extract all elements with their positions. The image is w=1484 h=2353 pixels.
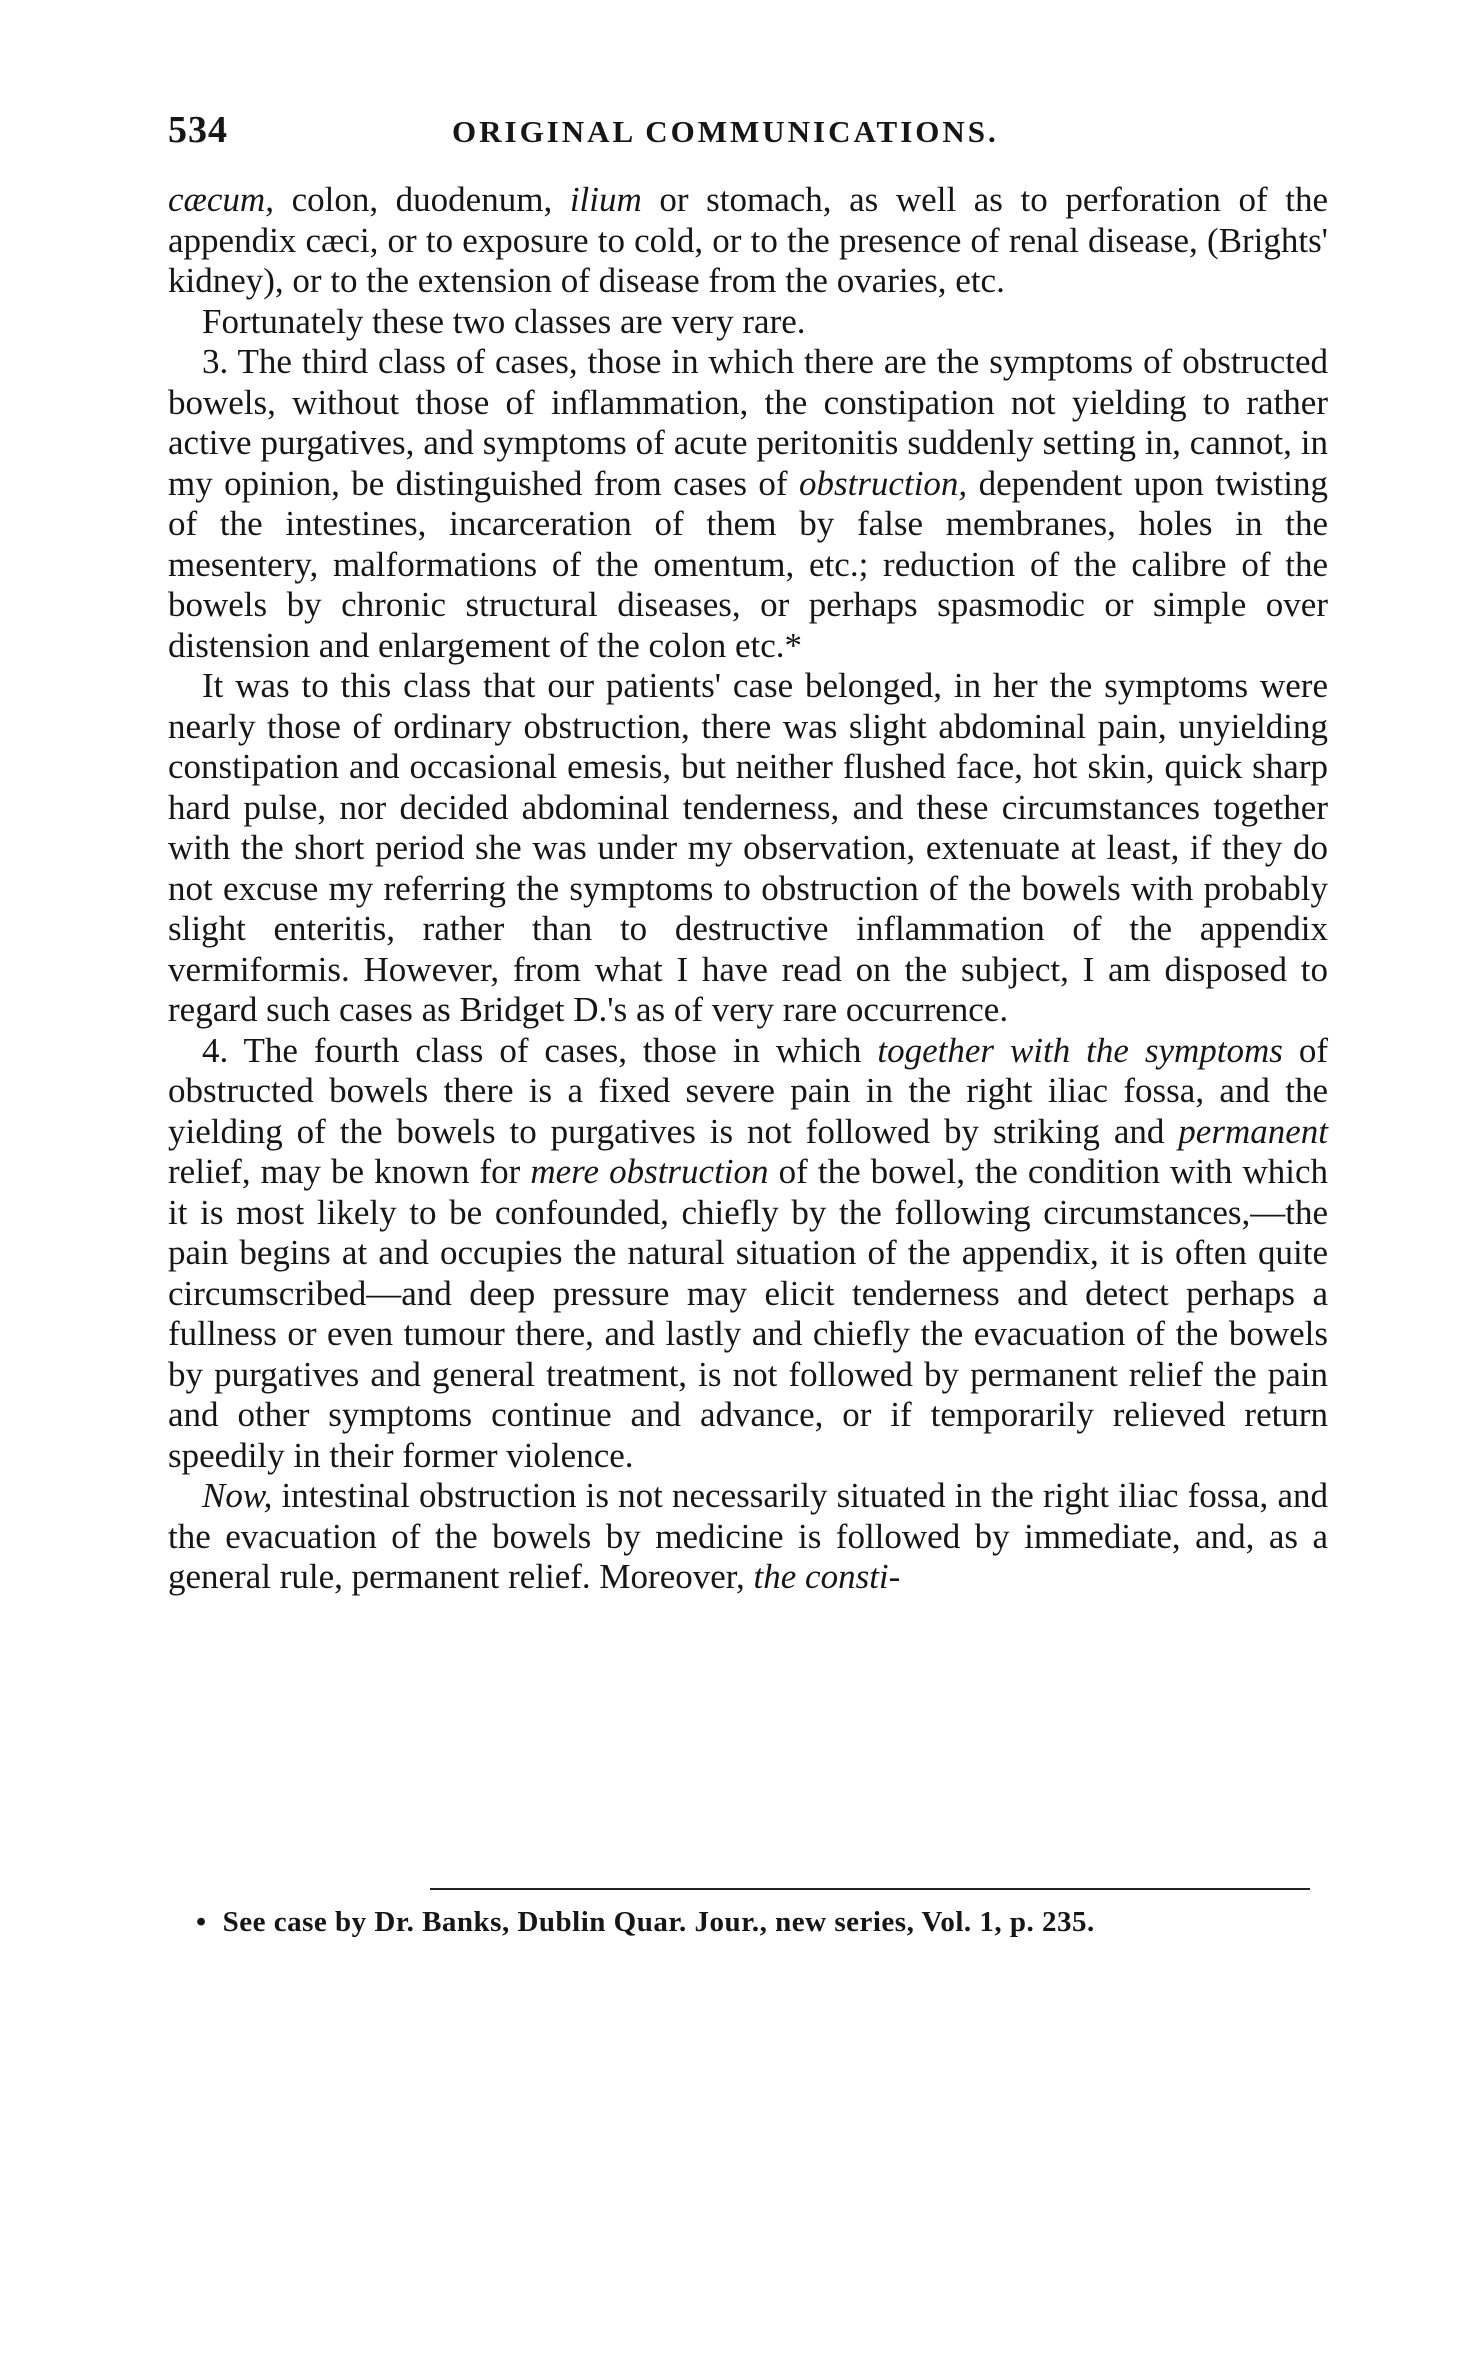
footnote bbox=[196, 1904, 1326, 1940]
paragraph bbox=[168, 180, 1328, 302]
page-header bbox=[168, 108, 1328, 158]
text-italic: ilium bbox=[569, 180, 642, 219]
text: It was to this class that our patients' case belonged, in her the symptoms were nearly those of ordinary obstruction, there was slight abdominal pain, unyielding constipation and occasional emesis, but neither flushed face, hot skin, quick sharp hard pulse, nor decided abdominal tenderness, and these circumstances together with the short period she was under my observation, extenuate at least, if they do not excuse my referring the symptoms to obstruction of the bowels with probably slight enteritis, rather than to destructive inflammation of the appendix vermiformis. However, from what I have read on the subject, I am disposed to regard such cases as Bridget D.'s as of very rare occurrence. bbox=[168, 666, 1328, 1029]
paragraph bbox=[168, 1476, 1328, 1598]
text: or stomach, as well as to perforation of the appendix cæci, or to exposure to cold, or to the presence of renal disease, (Brights' kidney), or to the extension of disease from the ovaries, etc. bbox=[168, 180, 1328, 300]
body-text bbox=[168, 180, 1328, 1598]
text: 3. The third class of cases, those in which there are the symptoms of obstructed bowels, without those of inflammation, the constipation not yielding to rather active purgatives, and symptoms of acute peritonitis suddenly setting in, cannot, in my opinion, be distinguished from cases of bbox=[168, 342, 1328, 503]
text: Fortunately these two classes are very rare. bbox=[202, 301, 806, 341]
paragraph bbox=[168, 302, 1328, 343]
running-head: ORIGINAL COMMUNICATIONS. bbox=[452, 114, 999, 149]
page-number: 534 bbox=[168, 109, 228, 151]
footnote-text: See case by Dr. Banks, Dublin Quar. Jour., new series, Vol. 1, p. 235. bbox=[222, 1906, 1095, 1938]
paragraph bbox=[168, 666, 1328, 1031]
text-italic: cæcum, bbox=[168, 180, 274, 219]
text-italic: permanent bbox=[1178, 1111, 1328, 1151]
text: 4. The fourth class of cases, those in which bbox=[202, 1030, 878, 1070]
text: colon, duodenum, bbox=[273, 180, 570, 219]
text: dependent upon twisting of the intestines, incarceration of them by false membranes, holes in the mesentery, malformations of the omentum, etc.; reduction of the calibre of the bowels by chronic structural diseases, or perhaps spasmodic or simple over distension and enlargement of the colon etc.* bbox=[168, 463, 1328, 665]
footnote-rule bbox=[430, 1888, 1310, 1890]
text: intestinal obstruction is not necessarily situated in the right iliac fossa, and the evacuation of the bowels by medicine is followed by immediate, and, as a general rule, permanent relief. Moreover, bbox=[168, 1476, 1328, 1596]
paragraph bbox=[168, 342, 1328, 666]
text: of obstructed bowels there is a fixed severe pain in the right iliac fossa, and the yielding of the bowels to purgatives is not followed by striking and bbox=[168, 1030, 1329, 1151]
text-italic: obstruction, bbox=[798, 463, 968, 503]
text: relief, may be known for bbox=[168, 1152, 531, 1191]
text-italic: mere obstruction bbox=[530, 1152, 769, 1191]
text-italic: the consti- bbox=[753, 1557, 901, 1596]
text-italic: together with the symptoms bbox=[877, 1030, 1283, 1070]
footnote-marker: • bbox=[196, 1906, 207, 1938]
paragraph bbox=[168, 1031, 1328, 1477]
text: of the bowel, the condition with which it is most likely to be confounded, chiefly by the following circumstances,—the pain begins at and occupies the natural situation of the appendix, it is often quite circumscribed—and deep pressure may elicit tenderness and detect perhaps a fullness or even tumour there, and lastly and chiefly the evacuation of the bowels by purgatives and general treatment, is not followed by permanent relief the pain and other symptoms continue and advance, or if temporarily relieved return speedily in their former violence. bbox=[168, 1152, 1328, 1475]
text-italic: Now, bbox=[202, 1476, 273, 1515]
